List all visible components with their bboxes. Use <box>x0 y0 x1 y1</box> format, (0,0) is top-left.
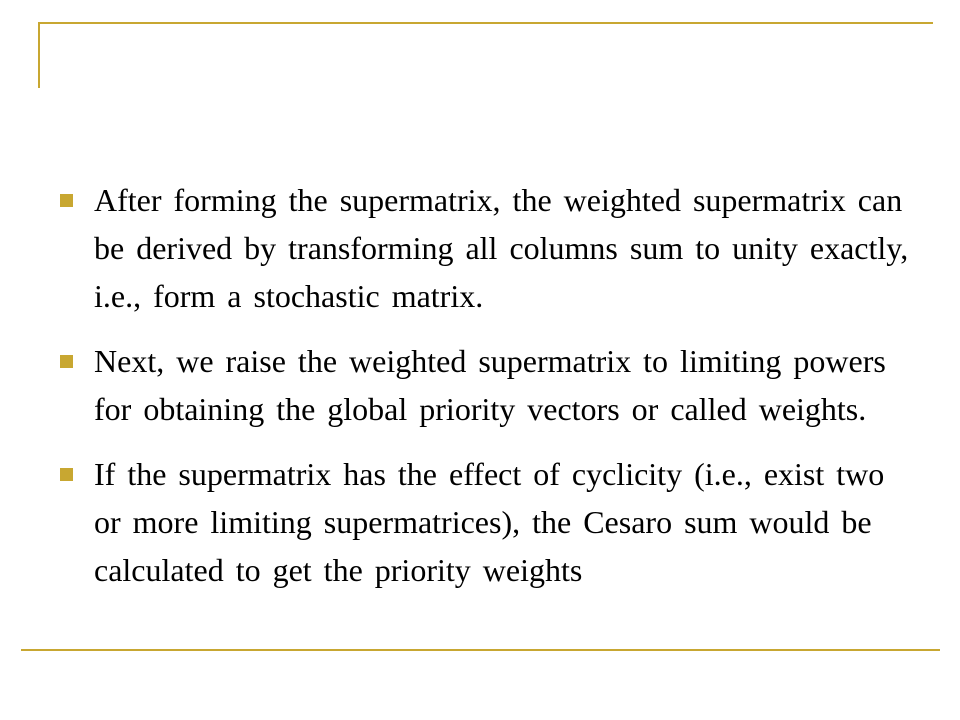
bullet-list <box>60 176 920 611</box>
bullet-item <box>60 450 920 594</box>
square-bullet-icon <box>60 194 73 207</box>
frame-top-rule <box>38 22 933 24</box>
bullet-text: Next, we raise the weighted supermatrix to limiting powers for obtaining the global priority vectors or called weights. <box>94 343 886 427</box>
square-bullet-icon <box>60 355 73 368</box>
bullet-item <box>60 337 920 433</box>
bullet-item <box>60 176 920 320</box>
frame-bottom-rule <box>21 649 940 651</box>
frame-left-rule <box>38 22 40 88</box>
bullet-text: If the supermatrix has the effect of cyclicity (i.e., exist two or more limiting supermatrices), the Cesaro sum would be calculated to get the priority weights <box>94 456 885 588</box>
bullet-text: After forming the supermatrix, the weighted supermatrix can be derived by transforming all columns sum to unity exactly, i.e., form a stochastic matrix. <box>94 182 909 314</box>
square-bullet-icon <box>60 468 73 481</box>
